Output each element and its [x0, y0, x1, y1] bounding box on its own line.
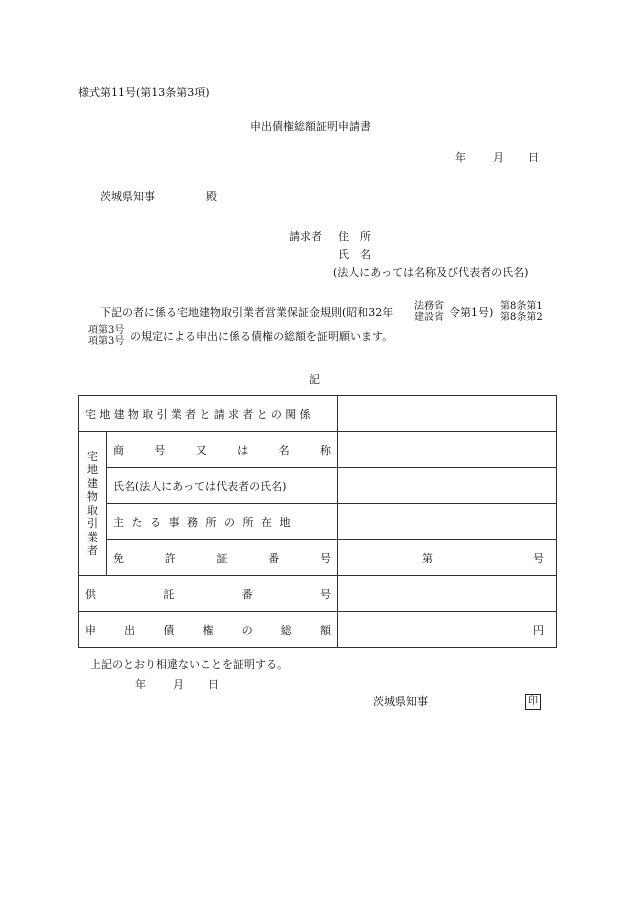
seal-mark: 印 — [525, 694, 541, 710]
form-number: 様式第11号(第13条第3項) — [78, 86, 210, 99]
relationship-label: 宅地建物取引業者と請求者との関係 — [85, 407, 314, 421]
trade-name-row — [79, 432, 557, 468]
rep-name-label: 氏名(法人にあっては代表者の氏名) — [113, 479, 287, 493]
license-input[interactable] — [338, 540, 557, 576]
relationship-label-cell — [79, 396, 338, 432]
body-text-part2: 令第1号) — [449, 306, 494, 319]
date-month-label: 月 — [493, 151, 504, 164]
body-article-bottom: 第8条第2 — [500, 312, 543, 323]
license-label: 免 許 証 番 号 — [113, 551, 331, 565]
date-year-label: 年 — [455, 151, 466, 164]
total-row — [79, 612, 557, 648]
relationship-row — [79, 396, 557, 432]
deposit-label-cell — [79, 576, 338, 612]
office-row — [79, 504, 557, 540]
addressee-name: 茨城県知事 — [100, 190, 155, 203]
body-clause-stack — [88, 325, 124, 347]
addressee-honorific: 殿 — [206, 190, 217, 203]
rep-name-row — [79, 468, 557, 504]
document-title: 申出債権総額証明申請書 — [250, 120, 371, 133]
requester-corp-note: (法人にあっては名称及び代表者の氏名) — [333, 266, 529, 279]
ki-heading: 記 — [309, 373, 320, 386]
trade-name-label-cell — [107, 432, 338, 468]
signer-name: 茨城県知事 — [373, 695, 428, 708]
requester-name-label: 氏 名 — [338, 248, 371, 261]
side-label: 宅地建物取引業者 — [87, 449, 98, 557]
body-ministry-top: 法務省 — [414, 301, 444, 312]
rep-name-label-cell — [107, 468, 338, 504]
trade-name-label: 商 号 又 は 名 称 — [113, 443, 331, 457]
license-suffix: 号 — [533, 551, 544, 565]
total-unit: 円 — [533, 623, 544, 637]
total-label: 申 出 債 権 の 総 額 — [85, 623, 331, 637]
office-label: 主たる事務所の所在地 — [113, 515, 298, 529]
total-label-cell — [79, 612, 338, 648]
side-label-cell — [79, 432, 107, 576]
deposit-row — [79, 576, 557, 612]
deposit-label: 供 託 番 号 — [85, 587, 331, 601]
body-clause-bottom: 項第3号 — [88, 336, 125, 347]
requester-address-label: 住 所 — [338, 230, 371, 243]
body-ministry-bottom: 建設省 — [414, 312, 444, 323]
body-text-part3: の規定による申出に係る債権の総額を証明願います。 — [130, 330, 394, 343]
relationship-input[interactable] — [338, 396, 557, 432]
license-prefix: 第 — [422, 551, 433, 565]
body-clause-top: 項第3号 — [88, 325, 125, 336]
license-row — [79, 540, 557, 576]
cert-day-label: 日 — [208, 678, 219, 691]
body-text-part1: 下記の者に係る宅地建物取引業者営業保証金規則(昭和32年 — [100, 306, 394, 319]
body-article-stack — [500, 301, 543, 323]
body-article-top: 第8条第1 — [500, 301, 543, 312]
form-table — [78, 395, 557, 648]
date-day-label: 日 — [528, 151, 539, 164]
cert-year-label: 年 — [135, 678, 146, 691]
office-input[interactable] — [338, 504, 557, 540]
total-input[interactable] — [338, 612, 557, 648]
requester-label: 請求者 — [289, 230, 322, 243]
cert-month-label: 月 — [173, 678, 184, 691]
deposit-input[interactable] — [338, 576, 557, 612]
body-ministry-stack — [414, 301, 444, 323]
rep-name-input[interactable] — [338, 468, 557, 504]
license-label-cell — [107, 540, 338, 576]
office-label-cell — [107, 504, 338, 540]
certification-statement: 上記のとおり相違ないことを証明する。 — [90, 658, 288, 671]
trade-name-input[interactable] — [338, 432, 557, 468]
